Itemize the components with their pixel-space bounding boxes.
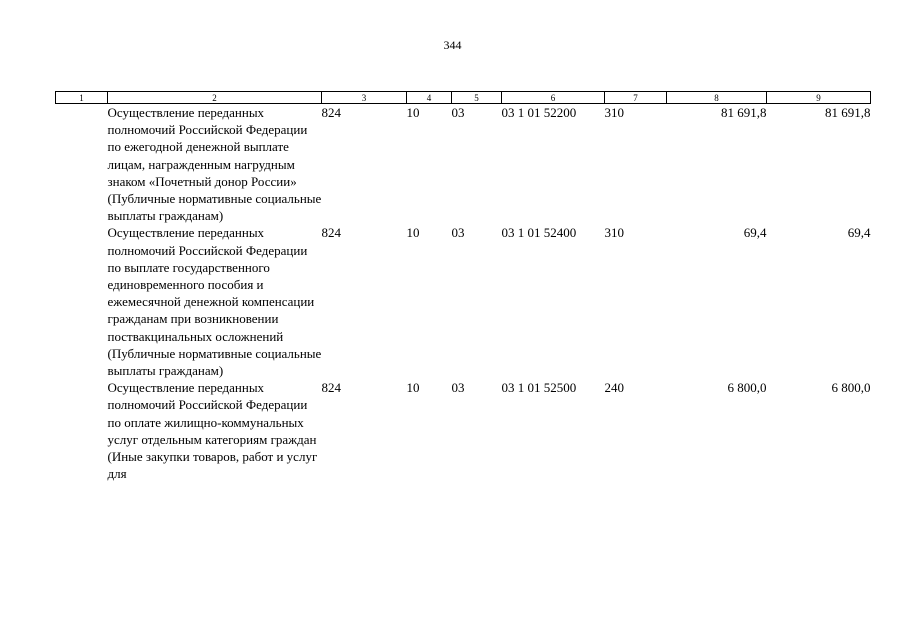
expense-type-code: 240: [604, 380, 624, 396]
row-description: Осуществление переданных полномочий Российской Федерации по выплате государственного единовременного пособия и ежемесячной денежной компенсации гражданам при возникновении поствакцинальных осложнений (Публичные нормативные социальные выплаты гражданам): [107, 225, 322, 379]
ministry-code: 824: [321, 380, 341, 396]
amount-col8: 69,4: [743, 225, 767, 241]
column-number-9: 9: [767, 92, 871, 104]
table-row: [56, 379, 871, 482]
section-code: 10: [406, 225, 420, 241]
column-number-header: [56, 92, 871, 104]
target-article-code: 03 1 01 52400: [501, 225, 577, 241]
page-number: 344: [443, 38, 462, 52]
section-code: 10: [406, 380, 420, 396]
column-number-7: 7: [605, 92, 667, 104]
expense-type-code: 310: [604, 225, 624, 241]
table-row: [56, 104, 871, 225]
target-article-code: 03 1 01 52500: [501, 380, 577, 396]
amount-col9: 81 691,8: [825, 105, 871, 120]
subsection-code: 03: [451, 105, 465, 120]
subsection-code: 03: [451, 225, 465, 241]
column-number-5: 5: [452, 92, 502, 104]
column-number-2: 2: [108, 92, 322, 104]
expense-type-code: 310: [604, 105, 624, 120]
target-article-code: 03 1 01 52200: [501, 105, 577, 120]
column-number-3: 3: [322, 92, 407, 104]
subsection-code: 03: [451, 380, 465, 396]
section-code: 10: [406, 105, 420, 120]
table-row: [56, 224, 871, 379]
column-number-6: 6: [502, 92, 605, 104]
column-number-1: 1: [56, 92, 108, 104]
ministry-code: 824: [321, 105, 341, 120]
amount-col9: 69,4: [847, 225, 871, 241]
column-number-4: 4: [407, 92, 452, 104]
row-description: Осуществление переданных полномочий Российской Федерации по ежегодной денежной выплате лицам, награжденным нагрудным знаком «Почетный донор России» (Публичные нормативные социальные выплаты гражданам): [107, 105, 322, 224]
budget-table: [55, 91, 871, 482]
ministry-code: 824: [321, 225, 341, 241]
amount-col8: 81 691,8: [721, 105, 767, 120]
column-number-8: 8: [667, 92, 767, 104]
amount-col8: 6 800,0: [727, 380, 767, 396]
amount-col9: 6 800,0: [831, 380, 871, 396]
row-description: Осуществление переданных полномочий Российской Федерации по оплате жилищно-коммунальных услуг отдельным категориям граждан (Иные закупки товаров, работ и услуг для: [107, 380, 318, 482]
